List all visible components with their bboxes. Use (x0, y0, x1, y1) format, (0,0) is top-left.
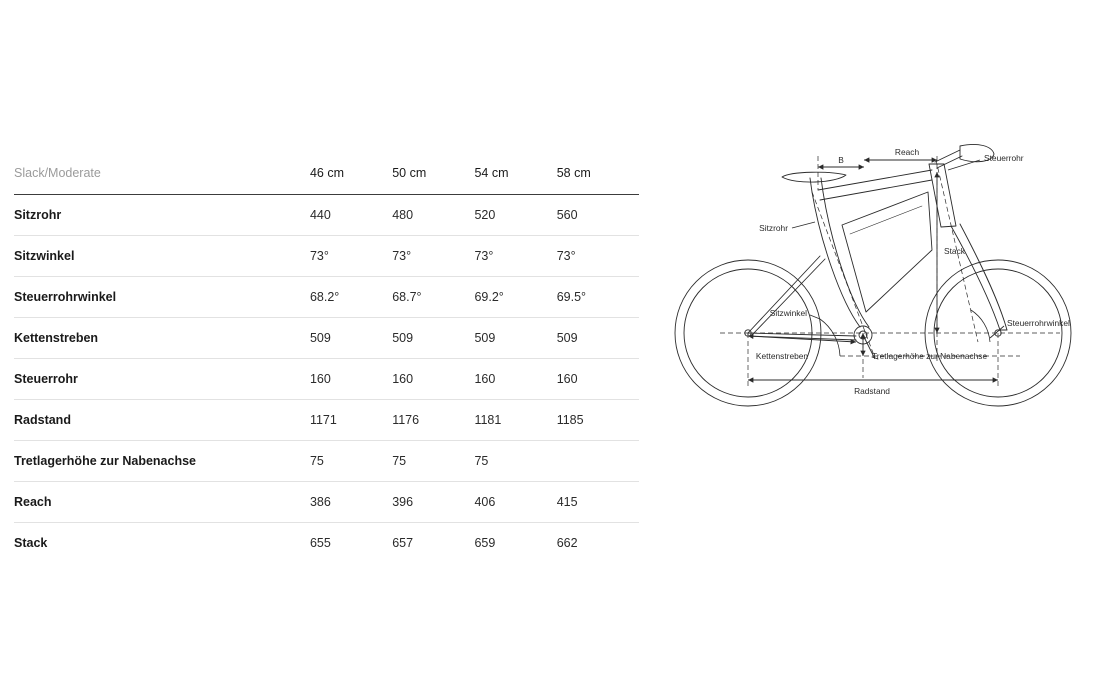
cell-sitzwinkel-46: 73° (310, 236, 392, 277)
cell-steuerrohrwinkel-50: 68.7° (392, 277, 474, 318)
seatstay (748, 256, 820, 333)
cell-stack-46: 655 (309, 536, 331, 550)
row-label-tretlagerhoehe: Tretlagerhöhe zur Nabenachse (14, 441, 310, 482)
table-row (14, 441, 639, 482)
cell-stack-54: 659 (474, 536, 496, 550)
row-label-sitzwinkel: Sitzwinkel (14, 236, 310, 277)
down-tube (842, 192, 932, 312)
head-tube (929, 164, 956, 227)
cell-reach-54: 406 (474, 482, 556, 523)
diagram-label-tretlagerhoehe: Tretlagerhöhe zur Nabenachse (872, 351, 988, 361)
cell-kettenstreben-46: 509 (310, 318, 392, 359)
diagram-label-reach: Reach (894, 147, 920, 157)
cell-tretlagerhoehe-54: 75 (474, 441, 556, 482)
cell-steuerrohr-58: 160 (557, 359, 639, 400)
row-label-reach: Reach (14, 482, 310, 523)
cell-sitzrohr-58: 560 (557, 195, 639, 236)
cell-radstand-58: 1185 (557, 400, 639, 441)
table-row (14, 400, 639, 441)
cell-reach-58: 415 (557, 482, 639, 523)
stem (935, 150, 960, 162)
table-row (14, 195, 639, 236)
table-header-size-4: 58 cm (557, 152, 639, 195)
cell-steuerrohr-50: 160 (392, 359, 474, 400)
table-header-row (14, 152, 639, 195)
table-header-label: Slack/Moderate (14, 152, 310, 195)
diagram-label-sitzrohr: Sitzrohr (759, 223, 788, 233)
table-row (14, 236, 639, 277)
cell-reach-46: 386 (310, 482, 392, 523)
table-row (14, 359, 639, 400)
diagram-label-steuerrohrwinkel: Steuerrohrwinkel (1007, 318, 1070, 328)
table-header-size-1: 46 cm (310, 152, 392, 195)
cell-steuerrohrwinkel-46: 68.2° (310, 277, 392, 318)
sitzwinkel-arc (820, 319, 840, 356)
sitzrohr-leader (792, 222, 815, 228)
cell-sitzrohr-46: 440 (310, 195, 392, 236)
cell-sitzrohr-50: 480 (392, 195, 474, 236)
table-row (14, 277, 639, 318)
table-row (14, 318, 639, 359)
row-label-sitzrohr: Sitzrohr (14, 195, 310, 236)
cell-steuerrohrwinkel-54: 69.2° (474, 277, 556, 318)
cell-kettenstreben-54: 509 (474, 318, 556, 359)
cell-kettenstreben-50: 509 (392, 318, 474, 359)
table-header-size-3: 54 cm (474, 152, 556, 195)
cell-tretlagerhoehe-46: 75 (310, 441, 392, 482)
row-label-radstand: Radstand (14, 400, 310, 441)
seatpost (810, 178, 812, 192)
row-label-steuerrohrwinkel: Steuerrohrwinkel (14, 277, 310, 318)
diagram-label-radstand: Radstand (854, 386, 890, 396)
cell-radstand-54: 1181 (474, 400, 556, 441)
table-head (14, 152, 639, 195)
cell-steuerrohr-54: 160 (474, 359, 556, 400)
cell-reach-50: 396 (392, 482, 474, 523)
bike-geometry-diagram (660, 130, 1110, 420)
steuerrohrwinkel-arc (971, 310, 990, 342)
geometry-table (14, 152, 639, 563)
row-label-kettenstreben: Kettenstreben (14, 318, 310, 359)
cell-tretlagerhoehe-50: 75 (392, 441, 474, 482)
saddle (782, 172, 846, 182)
cell-radstand-46: 1171 (310, 400, 392, 441)
diagram-label-b: B (838, 155, 844, 165)
steuerrohr-leader (948, 160, 980, 170)
cell-sitzwinkel-58: 73° (557, 236, 639, 277)
fork (951, 226, 1000, 330)
diagram-label-kettenstreben: Kettenstreben (755, 351, 809, 361)
cell-stack-50: 657 (392, 536, 414, 550)
cell-kettenstreben-58: 509 (557, 318, 639, 359)
row-label-steuerrohr: Steuerrohr (14, 359, 310, 400)
table-row (14, 482, 639, 523)
cell-steuerrohr-46: 160 (310, 359, 392, 400)
cell-sitzwinkel-50: 73° (392, 236, 474, 277)
cell-steuerrohrwinkel-58: 69.5° (557, 277, 639, 318)
chainstay (748, 333, 856, 336)
table-body (14, 195, 639, 564)
diagram-label-steuerrohr: Steuerrohr (984, 153, 1024, 163)
table-row (14, 523, 639, 564)
cell-stack-58: 662 (556, 536, 578, 550)
seat-tube (812, 192, 860, 327)
cell-sitzrohr-54: 520 (474, 195, 556, 236)
cell-radstand-50: 1176 (392, 400, 474, 441)
cell-sitzwinkel-54: 73° (474, 236, 556, 277)
cell-tretlagerhoehe-58 (557, 441, 639, 482)
diagram-label-sitzwinkel: Sitzwinkel (769, 308, 807, 318)
table-header-size-2: 50 cm (392, 152, 474, 195)
row-label-stack: Stack (14, 536, 48, 550)
diagram-label-stack: Stack (944, 246, 965, 256)
